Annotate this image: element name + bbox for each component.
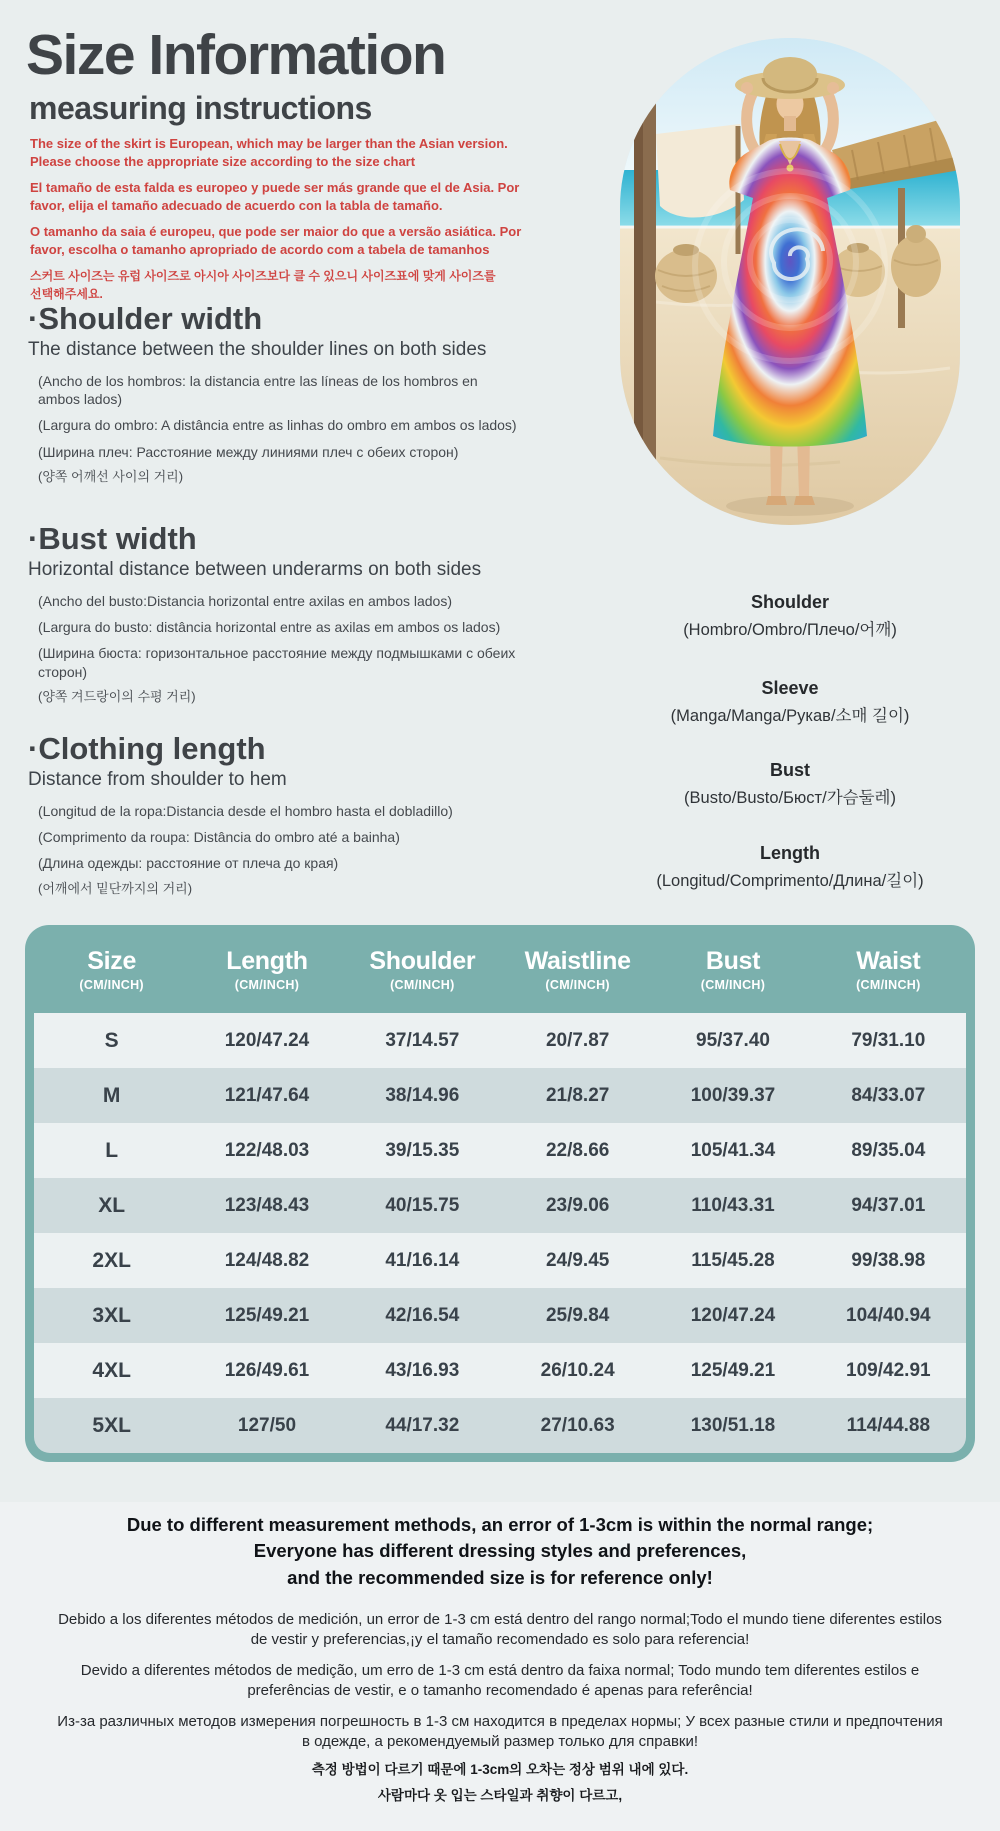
column-label: Bust (705, 946, 761, 975)
figure-label-name: Shoulder (750, 592, 829, 612)
table-row (34, 1068, 966, 1123)
column-unit: (CM/INCH) (700, 977, 766, 992)
notice-line: 스커트 사이즈는 유럽 사이즈로 아시아 사이즈보다 클 수 있으니 사이즈표에 맞게 사이즈를 (30, 269, 496, 284)
table-header-cell (345, 947, 500, 992)
translation-ko: (양쪽 겨드랑이의 수평 거리) (38, 688, 196, 704)
table-header-cell (500, 947, 655, 992)
table-row (34, 1343, 966, 1398)
table-row (34, 1288, 966, 1343)
disclaimer-line: Everyone has different dressing styles and preferences, (253, 1540, 747, 1562)
figure-label-name: Length (760, 843, 820, 863)
section-translations (28, 592, 520, 706)
table-header-cell (34, 947, 189, 992)
table-row (34, 1013, 966, 1068)
figure-label-translations: (Manga/Manga/Рукав/소매 길이) (670, 707, 910, 725)
section-translations (28, 372, 520, 486)
translation-ko: (어깨에서 밑단까지의 거리) (38, 880, 193, 896)
column-label: Shoulder (369, 946, 476, 975)
notice-line: Please choose the appropriate size according to the size chart (30, 153, 416, 169)
disclaimer-line: 측정 방법이 다르기 때문에 1-3cm의 오차는 정상 범위 내에 있다. (311, 1762, 689, 1777)
table-cell: 23/9.06 (545, 1194, 610, 1216)
notice-korean (30, 267, 550, 303)
translation-pt: (Largura do ombro: A distância entre as linhas do ombro em ambos os lados) (38, 417, 517, 434)
translation-ru: (Ширина бюста: горизонтальное расстояние между подмышками с обеих сторон) (38, 645, 516, 680)
table-cell: 24/9.45 (545, 1249, 610, 1271)
column-unit: (CM/INCH) (390, 977, 455, 992)
measurement-section-clothing-length (28, 732, 613, 906)
table-cell: 115/45.28 (691, 1249, 775, 1271)
size-cell: XL (98, 1193, 126, 1217)
beach-scene-illustration (620, 38, 960, 525)
disclaimer-text: Из-за различных методов измерения погрешность в 1-3 см находится в пределах нормы; У всех разные стили и предпочтения в одежде, а рекомендуемый размер только для справки! (57, 1713, 943, 1750)
table-cell: 94/37.01 (851, 1194, 926, 1216)
measurement-section-bust-width (28, 522, 613, 714)
table-cell: 79/31.10 (851, 1029, 926, 1051)
translation-ru: (Ширина плеч: Расстояние между линиями плеч с обеих сторон) (38, 443, 459, 460)
column-label: Length (226, 946, 308, 975)
translation-ru: (Длина одежды: расстояние от плеча до края) (38, 855, 339, 872)
disclaimer-text: Debido a los diferentes métodos de medición, un error de 1-3 cm está dentro del rango normal;Todo el mundo tiene diferentes estilos de vestir y preferencias,¡y el tamaño recomendado es solo para referencia! (58, 1611, 942, 1648)
table-cell: 41/16.14 (385, 1249, 460, 1271)
notice-portuguese: O tamanho da saia é europeu, que pode ser maior do que a versão asiática. Por favor, escolha o tamanho apropriado de acordo com a tabela de tamanhos (30, 224, 522, 257)
size-table-header (34, 925, 966, 1013)
table-cell: 26/10.24 (540, 1359, 615, 1381)
table-cell: 44/17.32 (385, 1414, 460, 1436)
figure-label-bust (620, 760, 960, 808)
table-cell: 110/43.31 (691, 1194, 775, 1216)
figure-label-sleeve (620, 678, 960, 726)
translation-es: (Longitud de la ropa:Distancia desde el hombro hasta el dobladillo) (38, 803, 453, 820)
table-cell: 114/44.88 (846, 1414, 931, 1436)
translation-es: (Ancho del busto:Distancia horizontal entre axilas en ambos lados) (38, 593, 453, 610)
section-subtitle: The distance between the shoulder lines on both sides (28, 339, 487, 361)
translation-pt: (Comprimento da roupa: Distância do ombro até a bainha) (38, 829, 400, 846)
table-cell: 25/9.84 (545, 1304, 610, 1326)
table-cell: 120/47.24 (690, 1304, 776, 1326)
disclaimer-spanish (0, 1610, 1000, 1649)
figure-label-length (620, 843, 960, 891)
table-cell: 99/38.98 (851, 1249, 926, 1271)
disclaimer-english (0, 1512, 1000, 1591)
size-cell: 3XL (92, 1303, 131, 1327)
table-cell: 126/49.61 (224, 1359, 310, 1381)
column-unit: (CM/INCH) (856, 977, 921, 992)
table-cell: 109/42.91 (846, 1359, 931, 1381)
figure-label-shoulder (620, 592, 960, 640)
table-cell: 95/37.40 (696, 1029, 770, 1051)
table-cell: 39/15.35 (385, 1139, 460, 1161)
disclaimer-portuguese (0, 1661, 1000, 1700)
table-row (34, 1178, 966, 1233)
translation-es: (Ancho de los hombros: la distancia entre las líneas de los hombros en ambos lados) (38, 373, 478, 408)
notice-line: 선택해주세요. (30, 287, 103, 302)
section-title: ·Bust width (28, 521, 197, 556)
notice-english (30, 135, 550, 170)
table-cell: 27/10.63 (540, 1414, 615, 1436)
figure-label-name: Bust (770, 760, 810, 780)
table-row (34, 1398, 966, 1453)
table-cell: 37/14.57 (385, 1029, 460, 1051)
figure-label-translations: (Longitud/Comprimento/Длина/길이) (656, 872, 924, 890)
table-header-cell (189, 947, 344, 992)
column-label: Waistline (524, 946, 631, 975)
table-cell: 22/8.66 (545, 1139, 610, 1161)
size-cell: 2XL (92, 1248, 131, 1272)
size-table-body (34, 1013, 966, 1453)
disclaimer-korean (0, 1757, 1000, 1810)
table-cell: 125/49.21 (690, 1359, 776, 1381)
disclaimer-line: 사람마다 옷 입는 스타일과 취향이 다르고, (377, 1788, 623, 1804)
section-title: ·Shoulder width (28, 301, 263, 336)
table-cell: 84/33.07 (851, 1084, 926, 1106)
table-cell: 42/16.54 (385, 1304, 460, 1326)
column-label: Waist (856, 946, 921, 975)
notice-spanish: El tamaño de esta falda es europeo y puede ser más grande que el de Asia. Por favor, elija el tamaño adecuado de acuerdo con la tabla de tamaño. (30, 180, 520, 213)
translation-ko: (양쪽 어깨선 사이의 거리) (38, 468, 184, 484)
size-table (25, 925, 975, 1462)
table-cell: 100/39.37 (690, 1084, 776, 1106)
measurement-section-shoulder-width (28, 302, 613, 494)
page-title: Size Information (26, 23, 446, 87)
disclaimer-line: and the recommended size is for reference only! (287, 1566, 713, 1588)
table-cell: 121/47.64 (224, 1084, 310, 1106)
table-cell: 43/16.93 (385, 1359, 460, 1381)
section-title: ·Clothing length (28, 731, 266, 766)
table-cell: 120/47.24 (224, 1029, 310, 1051)
figure-label-name: Sleeve (761, 678, 819, 698)
page-subtitle: measuring instructions (29, 90, 372, 126)
table-cell: 122/48.03 (224, 1139, 310, 1161)
table-cell: 125/49.21 (224, 1304, 310, 1326)
section-subtitle: Distance from shoulder to hem (28, 769, 287, 791)
table-row (34, 1233, 966, 1288)
table-cell: 130/51.18 (690, 1414, 776, 1436)
disclaimer-text: Devido a diferentes métodos de medição, um erro de 1-3 cm está dentro da faixa normal; Todo mundo tem diferentes estilos e preferências de vestir, e o tamanho recomendado é apenas para referência! (80, 1662, 920, 1699)
table-cell: 20/7.87 (545, 1029, 610, 1051)
table-row (34, 1123, 966, 1178)
column-unit: (CM/INCH) (234, 977, 300, 992)
table-cell: 38/14.96 (385, 1084, 460, 1106)
table-cell: 123/48.43 (224, 1194, 310, 1216)
size-cell: S (104, 1028, 119, 1052)
disclaimer-russian (0, 1712, 1000, 1751)
size-cell: L (105, 1138, 119, 1162)
size-cell: 5XL (92, 1413, 131, 1437)
table-cell: 40/15.75 (385, 1194, 460, 1216)
table-cell: 21/8.27 (545, 1084, 610, 1106)
sizing-notice (30, 135, 550, 312)
table-cell: 89/35.04 (851, 1139, 926, 1161)
translation-pt: (Largura do busto: distância horizontal entre as axilas em ambos os lados) (38, 619, 501, 636)
notice-line: The size of the skirt is European, which may be larger than the Asian version. (30, 136, 508, 151)
size-cell: M (102, 1083, 121, 1107)
table-cell: 104/40.94 (846, 1304, 931, 1326)
column-unit: (CM/INCH) (79, 977, 144, 992)
column-unit: (CM/INCH) (545, 977, 610, 992)
table-cell: 105/41.34 (690, 1139, 776, 1161)
table-cell: 127/50 (237, 1414, 297, 1436)
section-subtitle: Horizontal distance between underarms on both sides (28, 559, 482, 581)
figure-label-translations: (Busto/Busto/Бюст/가슴둘레) (684, 789, 896, 807)
column-label: Size (87, 946, 137, 975)
disclaimer-line: Due to different measurement methods, an error of 1-3cm is within the normal range; (126, 1514, 874, 1535)
figure-label-translations: (Hombro/Ombro/Плечо/어깨) (683, 621, 897, 639)
size-cell: 4XL (92, 1358, 131, 1382)
table-header-cell (655, 947, 810, 992)
table-cell: 124/48.82 (224, 1249, 310, 1271)
model-photo (620, 38, 960, 525)
table-header-cell (811, 947, 966, 992)
section-translations (28, 802, 520, 897)
